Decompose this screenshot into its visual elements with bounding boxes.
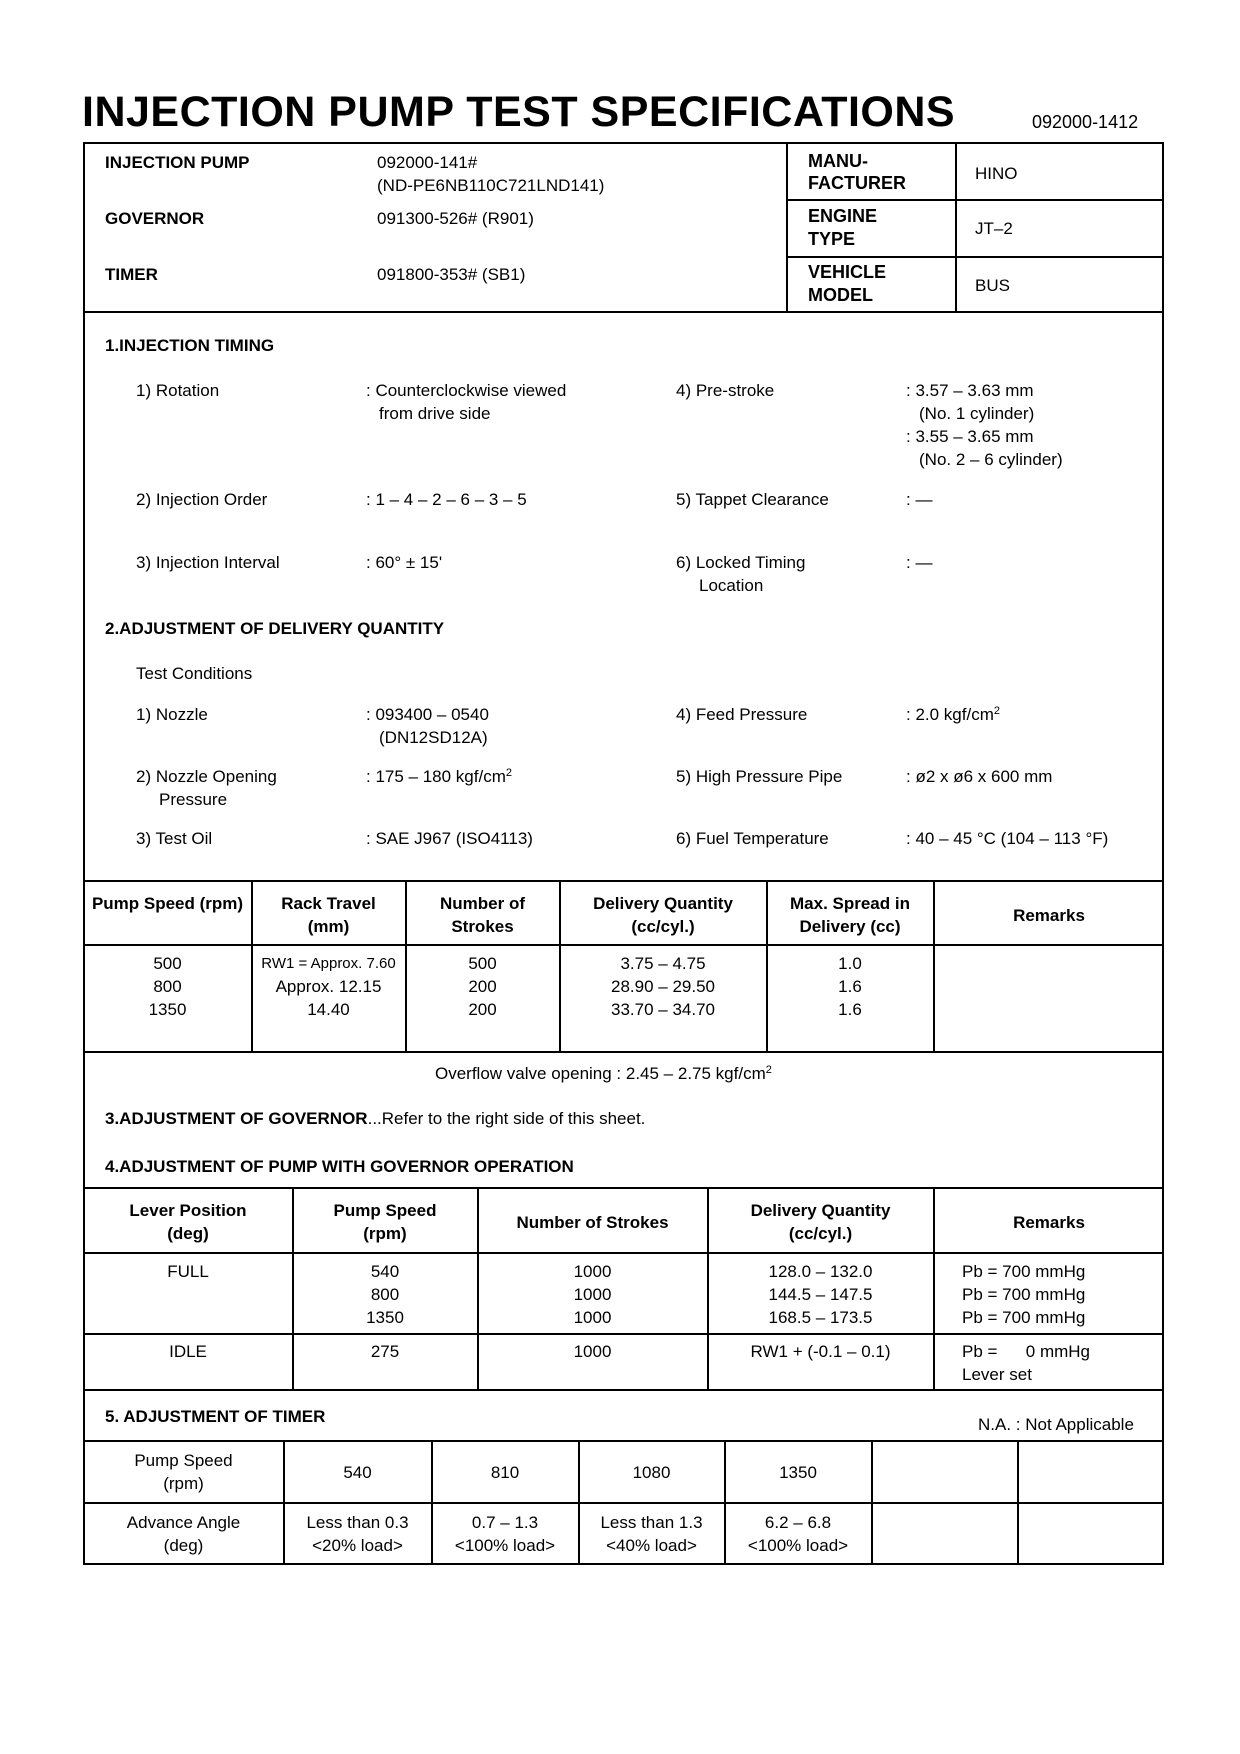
table-cell: IDLE [169, 1342, 207, 1361]
test-oil-value: : SAE J967 (ISO4113) [366, 829, 533, 848]
vehicle-label: VEHICLE [808, 262, 887, 282]
table-cell: <40% load> [606, 1536, 697, 1555]
table-cell: 3.75 – 4.75 [620, 954, 706, 973]
table-cell: Pb = 700 mmHg [962, 1308, 1086, 1327]
overflow-note: Overflow valve opening : 2.45 – 2.75 kgf/$cm^2$ [435, 1064, 772, 1083]
table-cell: 1.6 [838, 977, 862, 996]
na-note: N.A. : Not Applicable [978, 1415, 1134, 1434]
rotation-value: : Counterclockwise viewed [366, 381, 567, 400]
prestroke-value: : 3.55 – 3.65 mm [906, 427, 1034, 446]
column-header: Number of Strokes [516, 1213, 669, 1232]
opening-label: Pressure [159, 790, 228, 809]
governor-note: ...Refer to the right side of this sheet. [367, 1109, 646, 1128]
manufacturer-value: HINO [975, 164, 1018, 183]
table-cell: 810 [490, 1463, 520, 1482]
table-cell: 0.7 – 1.3 [471, 1513, 539, 1532]
table-cell: FULL [167, 1262, 209, 1281]
table-cell: 128.0 – 132.0 [768, 1262, 873, 1281]
table-cell: <100% load> [747, 1536, 849, 1555]
pump-value: 092000-141# [377, 153, 478, 172]
table-cell: 200 [468, 1000, 497, 1019]
nozzle-value: (DN12SD12A) [379, 728, 488, 747]
table-cell: 1000 [573, 1308, 612, 1327]
table-cell: Approx. 12.15 [275, 977, 382, 996]
table-cell: Pb = 0 mmHg [962, 1342, 1091, 1361]
table-cell: 144.5 – 147.5 [768, 1285, 873, 1304]
timer-value: 091800-353# (SB1) [377, 265, 526, 284]
column-header: Delivery Quantity [750, 1201, 891, 1220]
table-cell: 6.2 – 6.8 [764, 1513, 832, 1532]
table-cell: 540 [343, 1463, 372, 1482]
table-cell: 168.5 – 173.5 [768, 1308, 873, 1327]
engine-label: TYPE [808, 229, 856, 249]
prestroke-value: (No. 2 – 6 cylinder) [919, 450, 1063, 469]
locked-label: 6) Locked Timing [676, 553, 806, 572]
column-header: (rpm) [363, 1224, 407, 1243]
tappet-value: : — [906, 490, 933, 509]
opening-label: 2) Nozzle Opening [136, 767, 277, 786]
table-cell: 1.0 [838, 954, 862, 973]
governor-label: GOVERNOR [105, 209, 205, 228]
table-cell: RW1 = Approx. 7.60 [261, 955, 396, 972]
fuel-temp-label: 6) Fuel Temperature [676, 829, 829, 848]
table-cell: 28.90 – 29.50 [611, 977, 715, 996]
section-heading: 1.INJECTION TIMING [105, 336, 275, 355]
row-label: Pump Speed [134, 1451, 233, 1470]
table-cell: 1000 [573, 1285, 612, 1304]
table-cell: 800 [370, 1285, 400, 1304]
order-label: 2) Injection Order [136, 490, 268, 509]
governor-section [105, 1107, 645, 1130]
pipe-label: 5) High Pressure Pipe [676, 767, 843, 786]
table-cell: 33.70 – 34.70 [611, 1000, 715, 1019]
locked-value: : — [906, 553, 933, 572]
table-cell: Less than 1.3 [600, 1513, 703, 1532]
prestroke-label: 4) Pre-stroke [676, 381, 775, 400]
row-label: Advance Angle [126, 1513, 241, 1532]
interval-label: 3) Injection Interval [136, 553, 280, 572]
table-cell: Pb = 700 mmHg [962, 1285, 1086, 1304]
table-cell: 1.6 [838, 1000, 862, 1019]
document-title: INJECTION PUMP TEST SPECIFICATIONS [82, 88, 956, 136]
column-header: Pump Speed [333, 1201, 437, 1220]
table-cell: Lever set [962, 1365, 1032, 1384]
prestroke-value: : 3.57 – 3.63 mm [906, 381, 1034, 400]
timer-label: TIMER [105, 265, 158, 284]
table-cell: 1350 [148, 1000, 187, 1019]
table-cell: 200 [468, 977, 497, 996]
column-header: Number of [440, 894, 525, 913]
table-cell: Pb = 700 mmHg [962, 1262, 1086, 1281]
test-conditions-label: Test Conditions [136, 664, 253, 683]
table-cell: 275 [370, 1342, 400, 1361]
order-value: : 1 – 4 – 2 – 6 – 3 – 5 [366, 490, 527, 509]
column-header: Strokes [451, 917, 514, 936]
table-cell: Less than 0.3 [306, 1513, 409, 1532]
rotation-label: 1) Rotation [136, 381, 220, 400]
table-cell: 1350 [779, 1463, 817, 1482]
table-cell: 500 [153, 954, 182, 973]
feed-label: 4) Feed Pressure [676, 705, 808, 724]
row-label: (rpm) [163, 1474, 204, 1493]
column-header: Delivery (cc) [799, 917, 901, 936]
section-heading: 3.ADJUSTMENT OF GOVERNOR [105, 1109, 368, 1128]
locked-label: Location [699, 576, 764, 595]
column-header: Remarks [1013, 906, 1085, 925]
rotation-value: from drive side [379, 404, 491, 423]
table-cell: 500 [468, 954, 497, 973]
column-header: Pump Speed (rpm) [91, 894, 244, 913]
opening-value: : 175 – 180 kgf/$cm^2$ [366, 767, 512, 786]
table-cell: RW1 + (-0.1 – 0.1) [750, 1342, 891, 1361]
manufacturer-label: FACTURER [808, 173, 906, 193]
column-header: Remarks [1013, 1213, 1085, 1232]
table-cell: 540 [370, 1262, 400, 1281]
table-cell: <20% load> [312, 1536, 403, 1555]
vehicle-label: MODEL [808, 285, 873, 305]
feed-value: : 2.0 kgf/$cm^2$ [906, 705, 1000, 724]
table-cell: 1350 [366, 1308, 404, 1327]
nozzle-value: : 093400 – 0540 [366, 705, 489, 724]
column-header: Max. Spread in [790, 894, 910, 913]
manufacturer-label: MANU- [808, 151, 868, 171]
tappet-label: 5) Tappet Clearance [676, 490, 829, 509]
pump-model: (ND-PE6NB110C721LND141) [377, 176, 605, 195]
prestroke-value: (No. 1 cylinder) [919, 404, 1035, 423]
pipe-value: : ø2 x ø6 x 600 mm [906, 767, 1053, 786]
table-cell: 1000 [573, 1262, 612, 1281]
section-heading: 4.ADJUSTMENT OF PUMP WITH GOVERNOR OPERATION [105, 1157, 574, 1176]
nozzle-label: 1) Nozzle [136, 705, 208, 724]
table-cell: 1080 [632, 1463, 671, 1482]
fuel-temp-value: : 40 – 45 °C (104 – 113 °F) [906, 829, 1109, 848]
column-header: Delivery Quantity [593, 894, 733, 913]
pump-label: INJECTION PUMP [105, 153, 250, 172]
governor-value: 091300-526# (R901) [377, 209, 534, 228]
interval-value: : 60° ± 15' [366, 553, 443, 572]
section-heading: 5. ADJUSTMENT OF TIMER [105, 1407, 326, 1426]
engine-label: ENGINE [808, 206, 878, 226]
column-header: (mm) [307, 917, 350, 936]
row-label: (deg) [163, 1536, 204, 1555]
column-header: Lever Position [129, 1201, 247, 1220]
engine-value: JT–2 [975, 219, 1013, 238]
table-cell: 800 [153, 977, 182, 996]
column-header: Rack Travel [281, 894, 376, 913]
section-heading: 2.ADJUSTMENT OF DELIVERY QUANTITY [105, 619, 445, 638]
table-cell: 1000 [573, 1342, 612, 1361]
column-header: (deg) [167, 1224, 209, 1243]
table-cell: 14.40 [307, 1000, 350, 1019]
table-cell: <100% load> [454, 1536, 556, 1555]
test-oil-label: 3) Test Oil [136, 829, 213, 848]
column-header: (cc/cyl.) [631, 917, 695, 936]
document-number: 092000-1412 [1032, 112, 1139, 132]
vehicle-value: BUS [975, 276, 1010, 295]
column-header: (cc/cyl.) [788, 1224, 853, 1243]
